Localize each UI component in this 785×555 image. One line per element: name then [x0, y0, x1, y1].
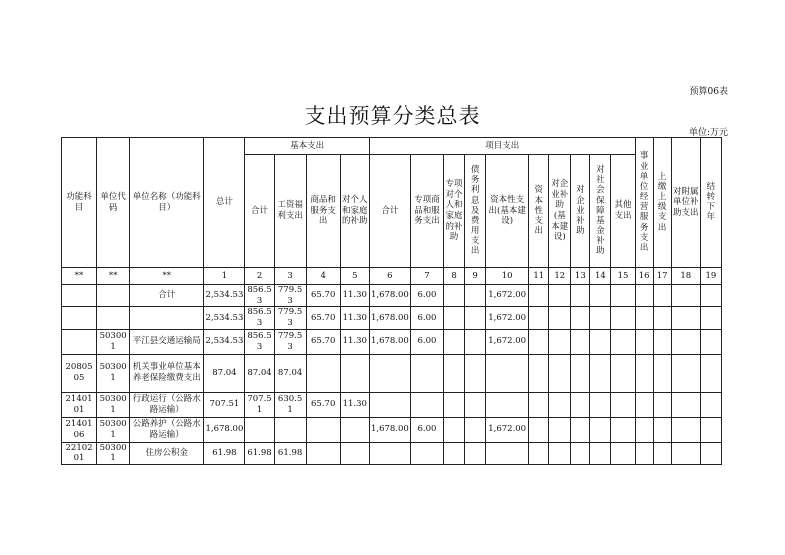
- amount-cell: [549, 442, 571, 464]
- amount-cell: [529, 285, 549, 307]
- table-row: [62, 442, 722, 464]
- amount-cell: 1,678.00: [204, 417, 245, 442]
- col-basic-subtotal: 合计: [245, 155, 274, 268]
- index-cell: 9: [465, 268, 486, 285]
- unit-code-cell: 503001: [97, 442, 130, 464]
- amount-cell: [590, 354, 611, 392]
- amount-cell: [671, 307, 700, 329]
- amount-cell: 11.30: [340, 285, 369, 307]
- amount-cell: [653, 442, 671, 464]
- index-cell: 12: [549, 268, 571, 285]
- amount-cell: [700, 354, 721, 392]
- amount-cell: 6.00: [410, 329, 443, 354]
- col-other: 其他支出: [611, 155, 635, 268]
- amount-cell: [444, 329, 465, 354]
- amount-cell: [611, 442, 635, 464]
- amount-cell: [245, 417, 274, 442]
- amount-cell: [653, 392, 671, 417]
- amount-cell: 856.53: [245, 285, 274, 307]
- amount-cell: [671, 285, 700, 307]
- amount-cell: [653, 354, 671, 392]
- unit-name-cell: 公路养护（公路水路运输）: [130, 417, 204, 442]
- col-goods-services: 商品和服务支出: [306, 155, 340, 268]
- index-cell: **: [130, 268, 204, 285]
- index-cell: **: [97, 268, 130, 285]
- amount-cell: [444, 392, 465, 417]
- amount-cell: [590, 329, 611, 354]
- amount-cell: [671, 417, 700, 442]
- col-unit-code: 单位代码: [97, 138, 130, 268]
- col-affiliated: 对附属单位补助支出: [671, 138, 700, 268]
- amount-cell: [486, 354, 529, 392]
- amount-cell: [571, 417, 590, 442]
- amount-cell: [571, 442, 590, 464]
- col-social-security: 对社会保障基金补助: [590, 155, 611, 268]
- col-enterprise: 对企业补助: [571, 155, 590, 268]
- amount-cell: [635, 417, 653, 442]
- amount-cell: [571, 392, 590, 417]
- amount-cell: [700, 307, 721, 329]
- amount-cell: [444, 417, 465, 442]
- amount-cell: 65.70: [306, 285, 340, 307]
- table-row: [62, 307, 722, 329]
- amount-cell: 1,678.00: [369, 285, 410, 307]
- unit-code-cell: [97, 285, 130, 307]
- amount-cell: [571, 285, 590, 307]
- amount-cell: [653, 285, 671, 307]
- unit-name-cell: 住房公积金: [130, 442, 204, 464]
- unit-name-cell: 行政运行（公路水路运输）: [130, 392, 204, 417]
- amount-cell: 1,672.00: [486, 285, 529, 307]
- amount-cell: [700, 442, 721, 464]
- func-code-cell: 2080505: [62, 354, 97, 392]
- amount-cell: [465, 442, 486, 464]
- page-title: 支出预算分类总表: [304, 104, 481, 128]
- amount-cell: [529, 392, 549, 417]
- col-personal-subsidy: 对个人和家庭的补助: [340, 155, 369, 268]
- amount-cell: [611, 417, 635, 442]
- index-cell: 4: [306, 268, 340, 285]
- form-number: 预算06表: [689, 87, 728, 97]
- amount-cell: [529, 307, 549, 329]
- amount-cell: [611, 392, 635, 417]
- col-proj-goods-services: 专项商品和服务支出: [410, 155, 443, 268]
- col-enterprise-basic: 对企业补助(基本建设): [549, 155, 571, 268]
- amount-cell: [700, 392, 721, 417]
- amount-cell: 11.30: [340, 392, 369, 417]
- amount-cell: 65.70: [306, 307, 340, 329]
- amount-cell: [635, 329, 653, 354]
- amount-cell: 6.00: [410, 285, 443, 307]
- amount-cell: 6.00: [410, 417, 443, 442]
- amount-cell: 87.04: [274, 354, 306, 392]
- amount-cell: 707.51: [245, 392, 274, 417]
- index-cell: 1: [204, 268, 245, 285]
- amount-cell: [369, 354, 410, 392]
- col-proj-personal-subsidy: 专项对个人和家庭的补助: [444, 155, 465, 268]
- amount-cell: [671, 392, 700, 417]
- index-cell: 8: [444, 268, 465, 285]
- amount-cell: [611, 285, 635, 307]
- amount-cell: [410, 392, 443, 417]
- amount-cell: [369, 392, 410, 417]
- unit-code-cell: [97, 307, 130, 329]
- unit-name-cell: 机关事业单位基本养老保险缴费支出: [130, 354, 204, 392]
- amount-cell: [549, 307, 571, 329]
- unit-name-cell: 合计: [130, 285, 204, 307]
- col-operating: 事业单位经营服务支出: [635, 138, 653, 268]
- amount-cell: 65.70: [306, 392, 340, 417]
- amount-cell: 11.30: [340, 307, 369, 329]
- col-project-subtotal: 合计: [369, 155, 410, 268]
- amount-cell: [465, 417, 486, 442]
- amount-cell: [465, 354, 486, 392]
- amount-cell: [571, 329, 590, 354]
- index-cell: 5: [340, 268, 369, 285]
- amount-cell: [444, 354, 465, 392]
- amount-cell: [549, 392, 571, 417]
- index-row: [62, 268, 722, 285]
- table-row: [62, 417, 722, 442]
- amount-cell: [635, 442, 653, 464]
- amount-cell: 856.53: [245, 307, 274, 329]
- amount-cell: 1,672.00: [486, 417, 529, 442]
- amount-cell: [653, 417, 671, 442]
- col-remit-upper: 上缴上级支出: [653, 138, 671, 268]
- amount-cell: [410, 442, 443, 464]
- amount-cell: [529, 442, 549, 464]
- func-code-cell: 2140106: [62, 417, 97, 442]
- index-cell: 14: [590, 268, 611, 285]
- index-cell: 18: [671, 268, 700, 285]
- amount-cell: [671, 329, 700, 354]
- amount-cell: [465, 307, 486, 329]
- amount-cell: 1,678.00: [369, 417, 410, 442]
- col-debt-interest: 债务利息及费用支出: [465, 155, 486, 268]
- amount-cell: [635, 307, 653, 329]
- func-code-cell: 2210201: [62, 442, 97, 464]
- col-capital-basic: 资本性支出(基本建设): [486, 155, 529, 268]
- expenditure-table: [61, 137, 722, 465]
- amount-cell: [611, 307, 635, 329]
- group-project: 项目支出: [369, 138, 635, 155]
- amount-cell: 630.51: [274, 392, 306, 417]
- amount-cell: [444, 285, 465, 307]
- unit-code-cell: 503001: [97, 392, 130, 417]
- col-capital: 资本性支出: [529, 155, 549, 268]
- amount-cell: [340, 354, 369, 392]
- amount-cell: [671, 354, 700, 392]
- func-code-cell: [62, 285, 97, 307]
- amount-cell: [529, 354, 549, 392]
- amount-cell: [529, 417, 549, 442]
- table-row: [62, 354, 722, 392]
- amount-cell: [369, 442, 410, 464]
- index-cell: 17: [653, 268, 671, 285]
- amount-cell: [635, 354, 653, 392]
- amount-cell: 707.51: [204, 392, 245, 417]
- amount-cell: [549, 285, 571, 307]
- col-salary: 工资福利支出: [274, 155, 306, 268]
- amount-cell: [653, 329, 671, 354]
- amount-cell: 65.70: [306, 329, 340, 354]
- amount-cell: [700, 285, 721, 307]
- unit-code-cell: 503001: [97, 329, 130, 354]
- amount-cell: 1,672.00: [486, 307, 529, 329]
- amount-cell: [486, 392, 529, 417]
- amount-cell: [635, 392, 653, 417]
- unit-name-cell: [130, 307, 204, 329]
- amount-cell: [444, 307, 465, 329]
- amount-cell: 856.53: [245, 329, 274, 354]
- amount-cell: [529, 329, 549, 354]
- amount-cell: [549, 354, 571, 392]
- amount-cell: [590, 285, 611, 307]
- amount-cell: [465, 392, 486, 417]
- unit-code-cell: 503001: [97, 417, 130, 442]
- col-func-code: 功能科目: [62, 138, 97, 268]
- index-cell: 15: [611, 268, 635, 285]
- index-cell: **: [62, 268, 97, 285]
- amount-cell: 1,678.00: [369, 307, 410, 329]
- amount-cell: [671, 442, 700, 464]
- group-basic: 基本支出: [245, 138, 369, 155]
- amount-cell: [486, 442, 529, 464]
- table-row: [62, 392, 722, 417]
- index-cell: 10: [486, 268, 529, 285]
- amount-cell: 61.98: [245, 442, 274, 464]
- amount-cell: [590, 417, 611, 442]
- amount-cell: [611, 354, 635, 392]
- amount-cell: [549, 417, 571, 442]
- amount-cell: 779.53: [274, 285, 306, 307]
- index-cell: 2: [245, 268, 274, 285]
- func-code-cell: 2140101: [62, 392, 97, 417]
- func-code-cell: [62, 329, 97, 354]
- index-cell: 7: [410, 268, 443, 285]
- amount-cell: [571, 307, 590, 329]
- col-carry-forward: 结转下年: [700, 138, 721, 268]
- amount-cell: [590, 392, 611, 417]
- index-cell: 3: [274, 268, 306, 285]
- amount-cell: [306, 354, 340, 392]
- amount-cell: [444, 442, 465, 464]
- amount-cell: 2,534.53: [204, 329, 245, 354]
- table-row: [62, 285, 722, 307]
- amount-cell: 61.98: [204, 442, 245, 464]
- unit-name-cell: 平江县交通运输局: [130, 329, 204, 354]
- amount-cell: [340, 417, 369, 442]
- amount-cell: [571, 354, 590, 392]
- amount-cell: 61.98: [274, 442, 306, 464]
- index-cell: 6: [369, 268, 410, 285]
- amount-cell: 87.04: [245, 354, 274, 392]
- amount-cell: [590, 442, 611, 464]
- amount-cell: 2,534.53: [204, 285, 245, 307]
- func-code-cell: [62, 307, 97, 329]
- index-cell: 19: [700, 268, 721, 285]
- amount-cell: [410, 354, 443, 392]
- amount-cell: 779.53: [274, 307, 306, 329]
- unit-label: 单位:万元: [688, 128, 728, 138]
- amount-cell: 1,672.00: [486, 329, 529, 354]
- amount-cell: [549, 329, 571, 354]
- table-row: [62, 329, 722, 354]
- amount-cell: [465, 329, 486, 354]
- amount-cell: [700, 417, 721, 442]
- unit-code-cell: 503001: [97, 354, 130, 392]
- amount-cell: [274, 417, 306, 442]
- amount-cell: [635, 285, 653, 307]
- index-cell: 13: [571, 268, 590, 285]
- index-cell: 16: [635, 268, 653, 285]
- amount-cell: [611, 329, 635, 354]
- amount-cell: 779.53: [274, 329, 306, 354]
- index-cell: 11: [529, 268, 549, 285]
- amount-cell: [590, 307, 611, 329]
- amount-cell: [306, 417, 340, 442]
- col-unit-name: 单位名称（功能科目）: [130, 138, 204, 268]
- amount-cell: 11.30: [340, 329, 369, 354]
- amount-cell: [700, 329, 721, 354]
- amount-cell: [340, 442, 369, 464]
- amount-cell: 1,678.00: [369, 329, 410, 354]
- amount-cell: 87.04: [204, 354, 245, 392]
- amount-cell: [306, 442, 340, 464]
- col-total: 总计: [204, 138, 245, 268]
- amount-cell: 6.00: [410, 307, 443, 329]
- amount-cell: 2,534.53: [204, 307, 245, 329]
- amount-cell: [465, 285, 486, 307]
- amount-cell: [653, 307, 671, 329]
